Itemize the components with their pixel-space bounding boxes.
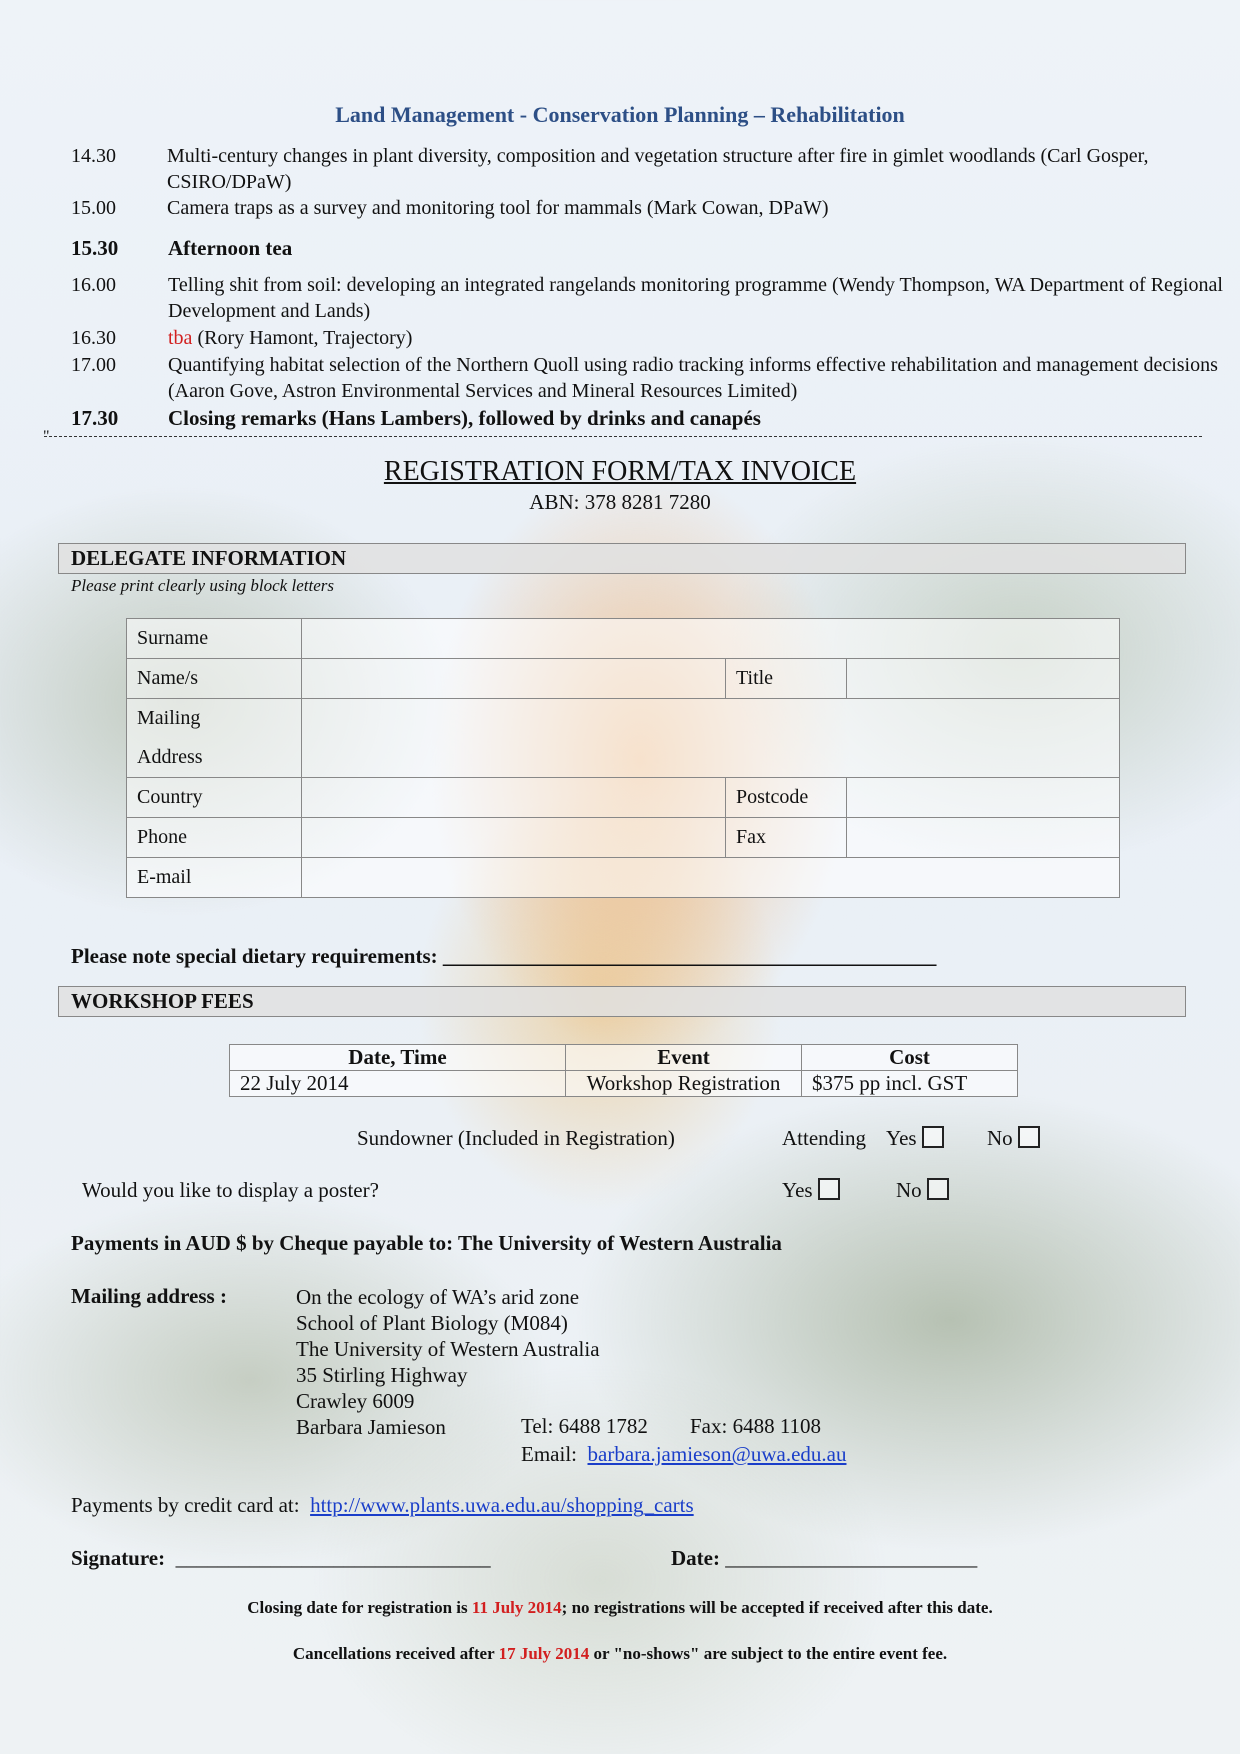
registration-title: REGISTRATION FORM/TAX INVOICE — [383, 456, 857, 487]
poster-yes-label: Yes — [782, 1178, 813, 1202]
phone-field[interactable] — [302, 818, 726, 858]
surname-label: Surname — [127, 619, 302, 659]
names-label: Name/s — [127, 659, 302, 699]
programme-time: 16.30 — [71, 327, 116, 349]
shopping-cart-link[interactable]: http://www.plants.uwa.edu.au/shopping_carts — [310, 1493, 694, 1517]
cut-line-divider — [44, 436, 1202, 437]
address-line: 35 Stirling Highway — [296, 1363, 468, 1387]
delegate-form-table — [126, 618, 1120, 898]
surname-field[interactable] — [302, 619, 1120, 659]
cancel-note-post: or "no-shows" are subject to the entire event fee. — [589, 1644, 948, 1663]
programme-text: Afternoon tea — [168, 236, 293, 260]
fees-cell-date: 22 July 2014 — [230, 1071, 566, 1097]
country-field[interactable] — [302, 778, 726, 818]
closing-note-pre: Closing date for registration is — [247, 1598, 472, 1617]
sundowner-attending-label: Attending — [782, 1126, 866, 1150]
address-label-line: Address — [137, 746, 203, 768]
cancellation-date: 17 July 2014 — [498, 1644, 590, 1663]
address-line: Crawley 6009 — [296, 1389, 415, 1413]
fax-label: Fax — [726, 818, 847, 858]
date-line[interactable]: ________________________ — [725, 1546, 978, 1570]
payment-cheque-note: Payments in AUD $ by Cheque payable to: The University of Western Australia — [71, 1231, 782, 1255]
poster-no-option — [896, 1178, 949, 1203]
programme-speaker: (Rory Hamont, Trajectory) — [192, 327, 413, 349]
fees-header-cost: Cost — [802, 1045, 1018, 1071]
mailing-address-label — [127, 699, 302, 778]
tba-label: tba — [168, 327, 193, 349]
abn-number: ABN: 378 8281 7280 — [529, 490, 711, 514]
fax-field[interactable] — [847, 818, 1120, 858]
sundowner-no-label: No — [987, 1126, 1013, 1150]
contact-email-link[interactable]: barbara.jamieson@uwa.edu.au — [587, 1442, 847, 1466]
fees-table — [229, 1044, 1018, 1097]
poster-no-label: No — [896, 1178, 922, 1202]
programme-text: Quantifying habitat selection of the Northern Quoll using radio tracking informs effective rehabilitation and management decisions (Aaron Gove, Astron Environmental Services and Mineral Resources Limited) — [168, 354, 1218, 402]
fees-header-event: Event — [566, 1045, 802, 1071]
fees-cell-event: Workshop Registration — [566, 1071, 802, 1097]
dietary-requirements[interactable]: Please note special dietary requirements: _______________________________________________ — [71, 944, 937, 968]
workshop-fees-heading: WORKSHOP FEES — [58, 986, 1186, 1017]
sundowner-no-option — [987, 1126, 1040, 1151]
programme-time: 15.00 — [71, 197, 116, 219]
postcode-field[interactable] — [847, 778, 1120, 818]
mailing-label-line: Mailing — [137, 707, 201, 729]
postcode-label: Postcode — [726, 778, 847, 818]
signature-label: Signature: — [71, 1546, 166, 1570]
email-label: E-mail — [127, 858, 302, 898]
address-line: Barbara Jamieson — [296, 1415, 446, 1439]
address-line: On the ecology of WA’s arid zone — [296, 1285, 580, 1309]
fees-header-date: Date, Time — [230, 1045, 566, 1071]
programme-time: 16.00 — [71, 274, 116, 296]
signature-line[interactable]: ______________________________ — [175, 1546, 491, 1570]
closing-date: 11 July 2014 — [471, 1598, 562, 1617]
contact-tel: Tel: 6488 1782 — [521, 1414, 648, 1438]
cancellation-note — [0, 1644, 1240, 1664]
programme-time: 17.00 — [71, 354, 116, 376]
cut-mark: " — [43, 428, 50, 445]
contact-email-row — [521, 1442, 846, 1467]
address-line: School of Plant Biology (M084) — [296, 1311, 568, 1335]
poster-yes-option — [782, 1178, 840, 1203]
programme-text: Telling shit from soil: developing an integrated rangelands monitoring programme (Wendy Thompson, WA Department of Regional Development and Lands) — [168, 274, 1223, 322]
date-label: Date: — [671, 1546, 720, 1570]
sundowner-yes-checkbox[interactable] — [922, 1126, 944, 1148]
programme-time: 15.30 — [71, 236, 119, 260]
mailing-address-field[interactable] — [302, 699, 1120, 778]
programme-text: Multi-century changes in plant diversity, composition and vegetation structure after fire in gimlet woodlands (Carl Gosper, CSIRO/DPaW) — [167, 145, 1149, 193]
sundowner-no-checkbox[interactable] — [1018, 1126, 1040, 1148]
phone-label: Phone — [127, 818, 302, 858]
closing-note-post: ; no registrations will be accepted if received after this date. — [561, 1598, 993, 1617]
credit-card-label: Payments by credit card at: — [71, 1493, 300, 1517]
poster-yes-checkbox[interactable] — [818, 1178, 840, 1200]
fees-cell-cost: $375 pp incl. GST — [802, 1071, 1018, 1097]
country-label: Country — [127, 778, 302, 818]
sundowner-yes-option — [886, 1126, 944, 1151]
contact-fax: Fax: 6488 1108 — [690, 1414, 822, 1438]
address-line: The University of Western Australia — [296, 1337, 600, 1361]
date-row — [671, 1546, 977, 1571]
programme-time: 14.30 — [71, 145, 116, 167]
programme-time: 17.30 — [71, 406, 119, 430]
sundowner-label: Sundowner (Included in Registration) — [357, 1126, 675, 1150]
mailing-address-heading: Mailing address : — [71, 1284, 227, 1308]
sundowner-yes-label: Yes — [886, 1126, 917, 1150]
signature-row — [71, 1546, 491, 1571]
section-title: Land Management - Conservation Planning – Rehabilitation — [335, 102, 905, 127]
contact-email-label: Email: — [521, 1442, 577, 1466]
title-label: Title — [726, 659, 847, 699]
programme-text: Closing remarks (Hans Lambers), followed by drinks and canapés — [168, 406, 761, 430]
delegate-note: Please print clearly using block letters — [71, 576, 334, 595]
programme-text — [168, 325, 1240, 351]
cancel-note-pre: Cancellations received after — [292, 1644, 499, 1663]
email-field[interactable] — [302, 858, 1120, 898]
closing-date-note — [0, 1598, 1240, 1618]
names-field[interactable] — [302, 659, 726, 699]
title-field[interactable] — [847, 659, 1120, 699]
delegate-info-heading: DELEGATE INFORMATION — [58, 543, 1186, 574]
poster-no-checkbox[interactable] — [927, 1178, 949, 1200]
programme-text: Camera traps as a survey and monitoring tool for mammals (Mark Cowan, DPaW) — [167, 197, 829, 219]
credit-card-row — [71, 1493, 694, 1518]
poster-question: Would you like to display a poster? — [82, 1178, 379, 1202]
